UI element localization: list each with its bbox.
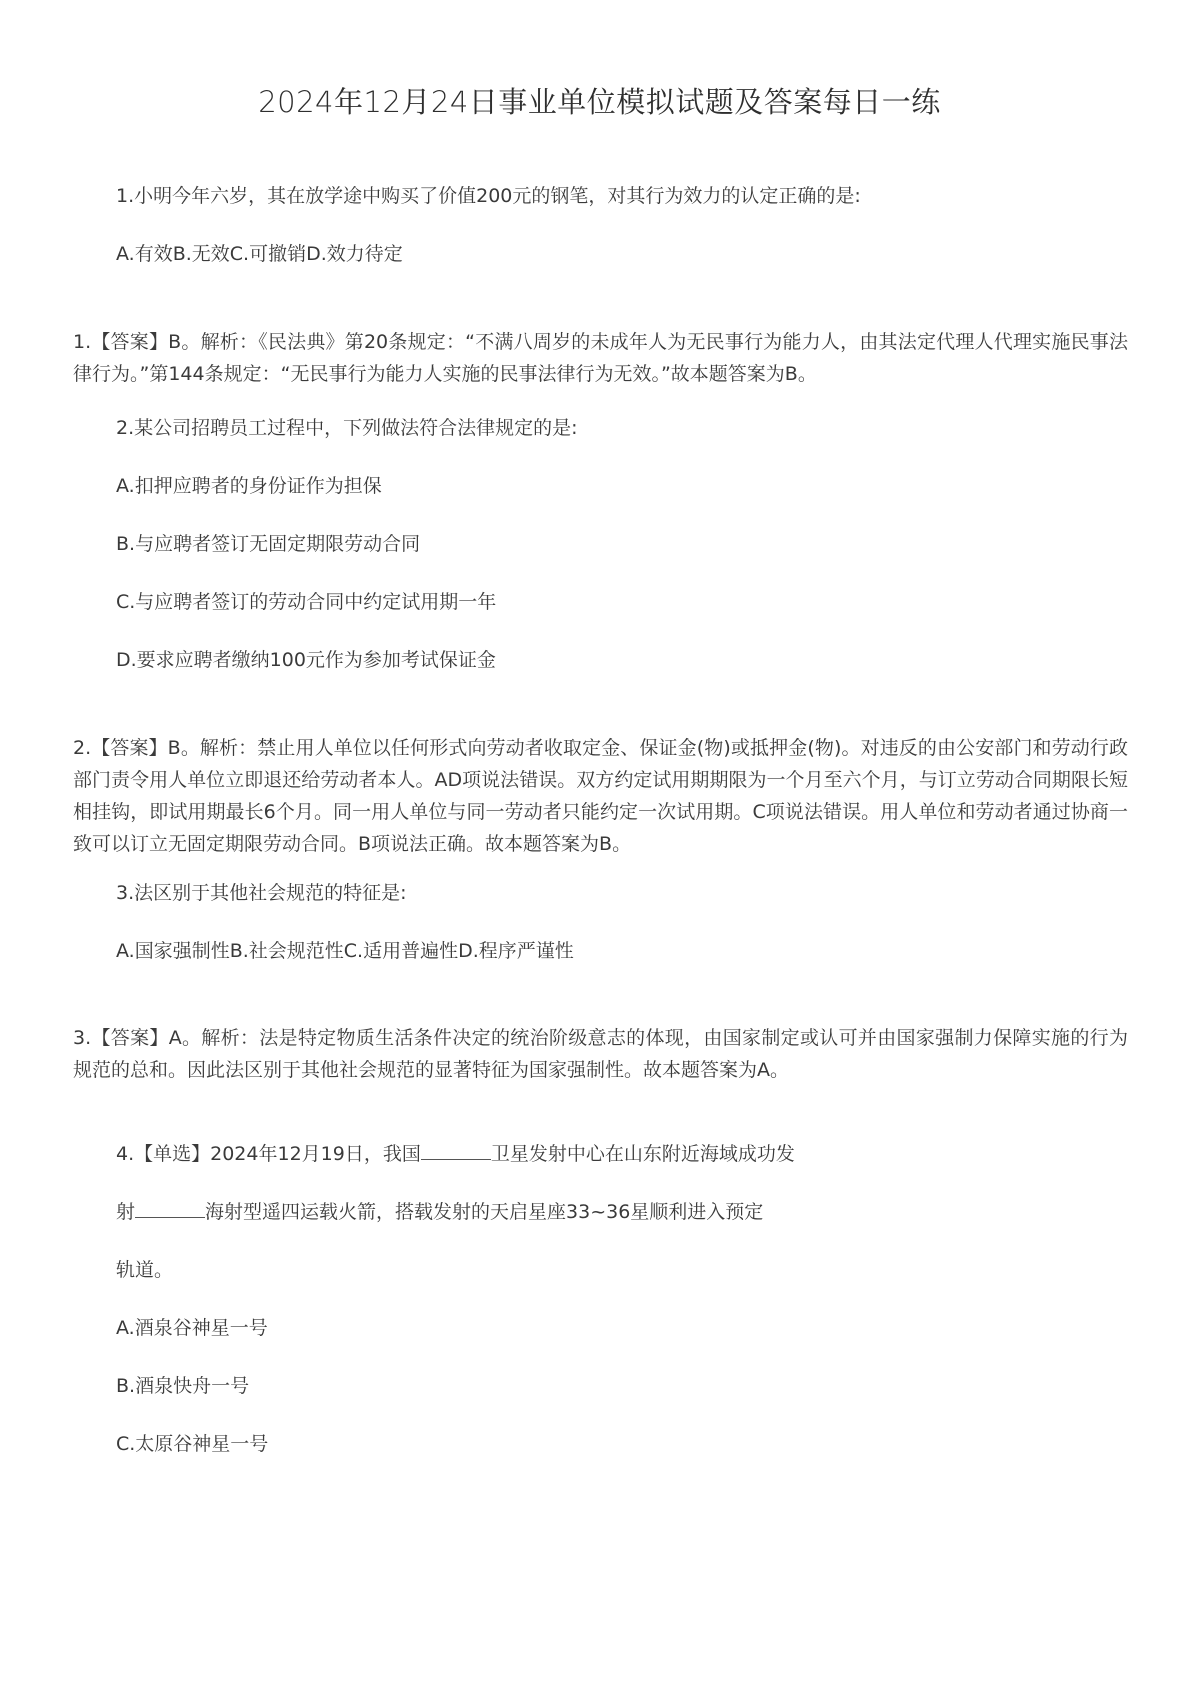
question-2-option-b: B.与应聘者签订无固定期限劳动合同 <box>116 533 421 555</box>
question-4-line-1-end: 卫星发射中心在山东附近海域成功发 <box>490 1143 795 1165</box>
question-3-answer: 3.【答案】A。解析：法是特定物质生活条件决定的统治阶级意志的体现，由国家制定或认可并由国家强制力保障实施的行为规范的总和。因此法区别于其他社会规范的显著特征为国家强制性。故本题答案为A。 <box>73 1027 1128 1081</box>
fill-in-blank-2 <box>135 1199 205 1218</box>
question-4-line-1-start: 4.【单选】2024年12月19日，我国 <box>116 1143 421 1165</box>
question-2-option-d: D.要求应聘者缴纳100元作为参加考试保证金 <box>116 649 496 671</box>
fill-in-blank-1 <box>421 1141 491 1160</box>
question-4-option-a: A.酒泉谷神星一号 <box>116 1317 268 1339</box>
question-2-option-a: A.扣押应聘者的身份证作为担保 <box>116 475 382 497</box>
question-1-answer: 1.【答案】B。解析：《民法典》第20条规定：“不满八周岁的未成年人为无民事行为能力人，由其法定代理人代理实施民事法律行为。”第144条规定：“无民事行为能力人实施的民事法律行为无效。”故本题答案为B。 <box>73 331 1128 385</box>
question-4-option-c: C.太原谷神星一号 <box>116 1433 269 1455</box>
question-2-text: 2.某公司招聘员工过程中，下列做法符合法律规定的是: <box>116 417 578 439</box>
question-4-option-b: B.酒泉快舟一号 <box>116 1375 250 1397</box>
question-3-options: A.国家强制性B.社会规范性C.适用普遍性D.程序严谨性 <box>116 940 574 962</box>
question-1-text: 1.小明今年六岁，其在放学途中购买了价值200元的钢笔，对其行为效力的认定正确的是: <box>116 185 861 207</box>
question-4-line-3: 轨道。 <box>116 1259 174 1281</box>
question-4-line-2-end: 海射型遥四运载火箭，搭载发射的天启星座33~36星顺利进入预定 <box>205 1201 764 1223</box>
question-1-options: A.有效B.无效C.可撤销D.效力待定 <box>116 243 403 265</box>
question-2-option-c: C.与应聘者签订的劳动合同中约定试用期一年 <box>116 591 497 613</box>
question-4-line-2-start: 射 <box>116 1201 136 1223</box>
page-title: 2024年12月24日事业单位模拟试题及答案每日一练 <box>258 85 941 119</box>
question-2-answer: 2.【答案】B。解析：禁止用人单位以任何形式向劳动者收取定金、保证金(物)或抵押金(物)。对违反的由公安部门和劳动行政部门责令用人单位立即退还给劳动者本人。AD项说法错误。双方约定试用期期限为一个月至六个月，与订立劳动合同期限长短相挂钩，即试用期最长6个月。同一用人单位与同一劳动者只能约定一次试用期。C项说法错误。用人单位和劳动者通过协商一致可以订立无固定期限劳动合同。B项说法正确。故本题答案为B。 <box>73 737 1128 855</box>
question-4-line-2 <box>116 1196 763 1228</box>
question-3-text: 3.法区别于其他社会规范的特征是: <box>116 882 407 904</box>
question-4-line-1 <box>116 1138 795 1170</box>
